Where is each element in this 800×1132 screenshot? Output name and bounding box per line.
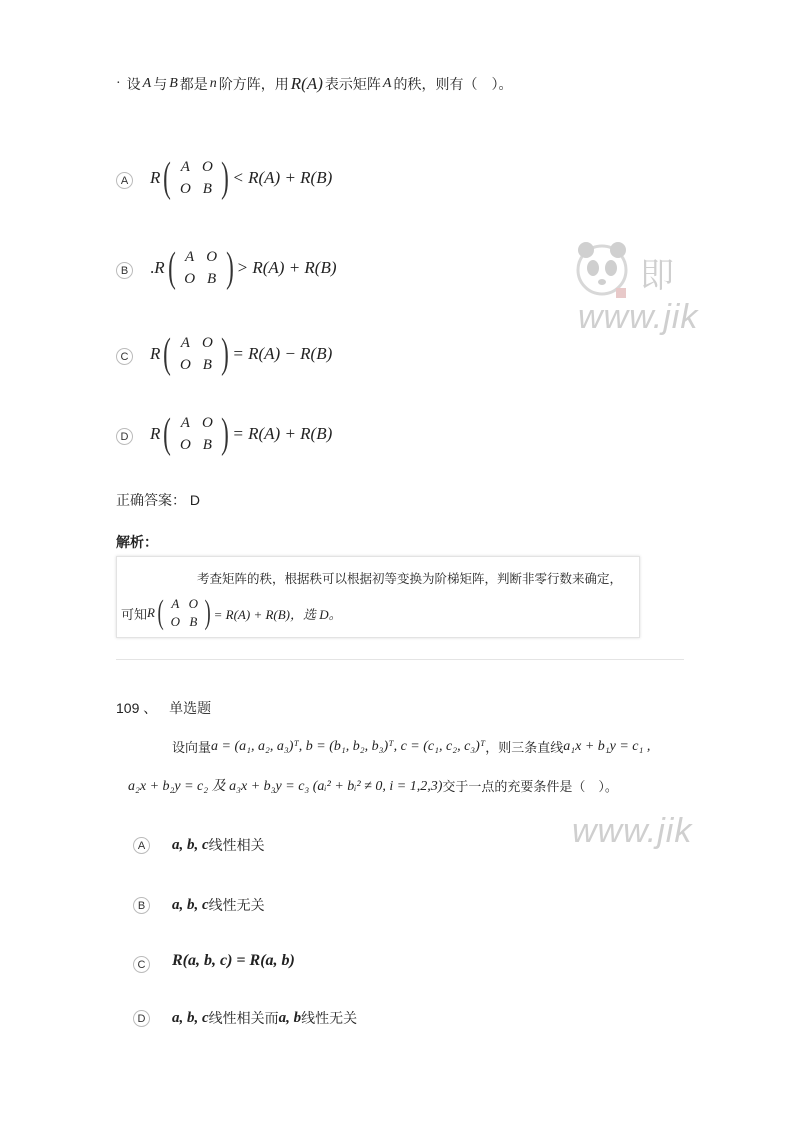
correct-answer [116, 490, 200, 510]
option-b-radio[interactable]: B [133, 897, 150, 914]
option-d-radio[interactable]: D [133, 1010, 150, 1027]
block-matrix: ( A O O B ) [163, 331, 230, 377]
block-matrix: ( A O O B ) [157, 594, 212, 631]
option-d-text: a, b, c 线性相关而 a, b 线性无关 [172, 1009, 358, 1026]
question-stem [116, 74, 512, 94]
stem-part: 都是 [179, 78, 208, 93]
option-b-radio[interactable]: B [116, 262, 133, 279]
option-b-formula: . R ( A O O B ) > R(A) + R(B) [150, 245, 337, 291]
option-d-radio[interactable]: D [116, 428, 133, 445]
stem-rank-notation: R(A) [290, 74, 323, 93]
question-divider [116, 659, 684, 660]
stem-var-b: B [169, 76, 178, 91]
question-number: 109 、 [116, 700, 158, 716]
analysis-line-2: 可知 R ( A O O B ) = R(A) + R(B)，选 D。 [121, 594, 342, 631]
option-a-radio[interactable]: A [116, 172, 133, 189]
option-c-radio[interactable]: C [116, 348, 133, 365]
stem-var-n: n [209, 76, 217, 91]
block-matrix: ( A O O B ) [163, 155, 230, 201]
option-a-text: a, b, c 线性相关 [172, 836, 265, 853]
option-c-radio[interactable]: C [133, 956, 150, 973]
watermark-text-2: www.jik [578, 298, 699, 336]
correct-answer-value: D [189, 492, 201, 508]
analysis-box [116, 556, 640, 638]
watermark-text-1: 即 [640, 257, 674, 295]
question-stem-line-1: 设向量 a = (a₁, a₂, a₃)ᵀ , b = (b₁, b₂, b₃)ᵀ , c = (c₁, c₂, c₃)ᵀ ，则三条直线 a₁x + b₁y = c₁ , [172, 738, 651, 755]
bullet: · [116, 76, 121, 91]
question-type: 单选题 [169, 700, 212, 716]
watermark-text-3: www.jik [572, 812, 693, 850]
option-b-text: a, b, c 线性无关 [172, 896, 265, 913]
block-matrix: ( A O O B ) [167, 245, 234, 291]
stem-part: 与 [153, 78, 168, 93]
option-a-radio[interactable]: A [133, 837, 150, 854]
block-matrix: ( A O O B ) [163, 411, 230, 457]
question-header [116, 698, 211, 718]
stem-var-a2: A [382, 76, 392, 91]
option-c-text: R(a, b, c) = R(a, b) [172, 952, 295, 969]
watermark-panda-logo [572, 238, 632, 300]
correct-answer-label: 正确答案： [116, 492, 186, 508]
analysis-line-1: 考查矩阵的秩，根据秩可以根据初等变换为阶梯矩阵，判断非零行数来确定， [197, 572, 623, 586]
option-d-formula: R ( A O O B ) = R(A) + R(B) [150, 411, 333, 457]
question-stem-line-2: a₂x + b₂y = c₂ 及 a₃x + b₃y = c₃ (aᵢ² + bᵢ² ≠ 0, i = 1,2,3) 交于一点的充要条件是（ ）。 [128, 778, 618, 794]
stem-part: 的秩，则有（ ）。 [393, 78, 513, 93]
stem-part: 表示矩阵 [324, 78, 381, 93]
stem-var-a: A [142, 76, 152, 91]
stem-part: 设 [126, 78, 141, 93]
analysis-label: 解析： [116, 534, 158, 550]
stem-part: 阶方阵，用 [218, 78, 289, 93]
option-c-formula: R ( A O O B ) = R(A) − R(B) [150, 331, 333, 377]
option-a-formula: R ( A O O B ) < R(A) + R(B) [150, 155, 333, 201]
